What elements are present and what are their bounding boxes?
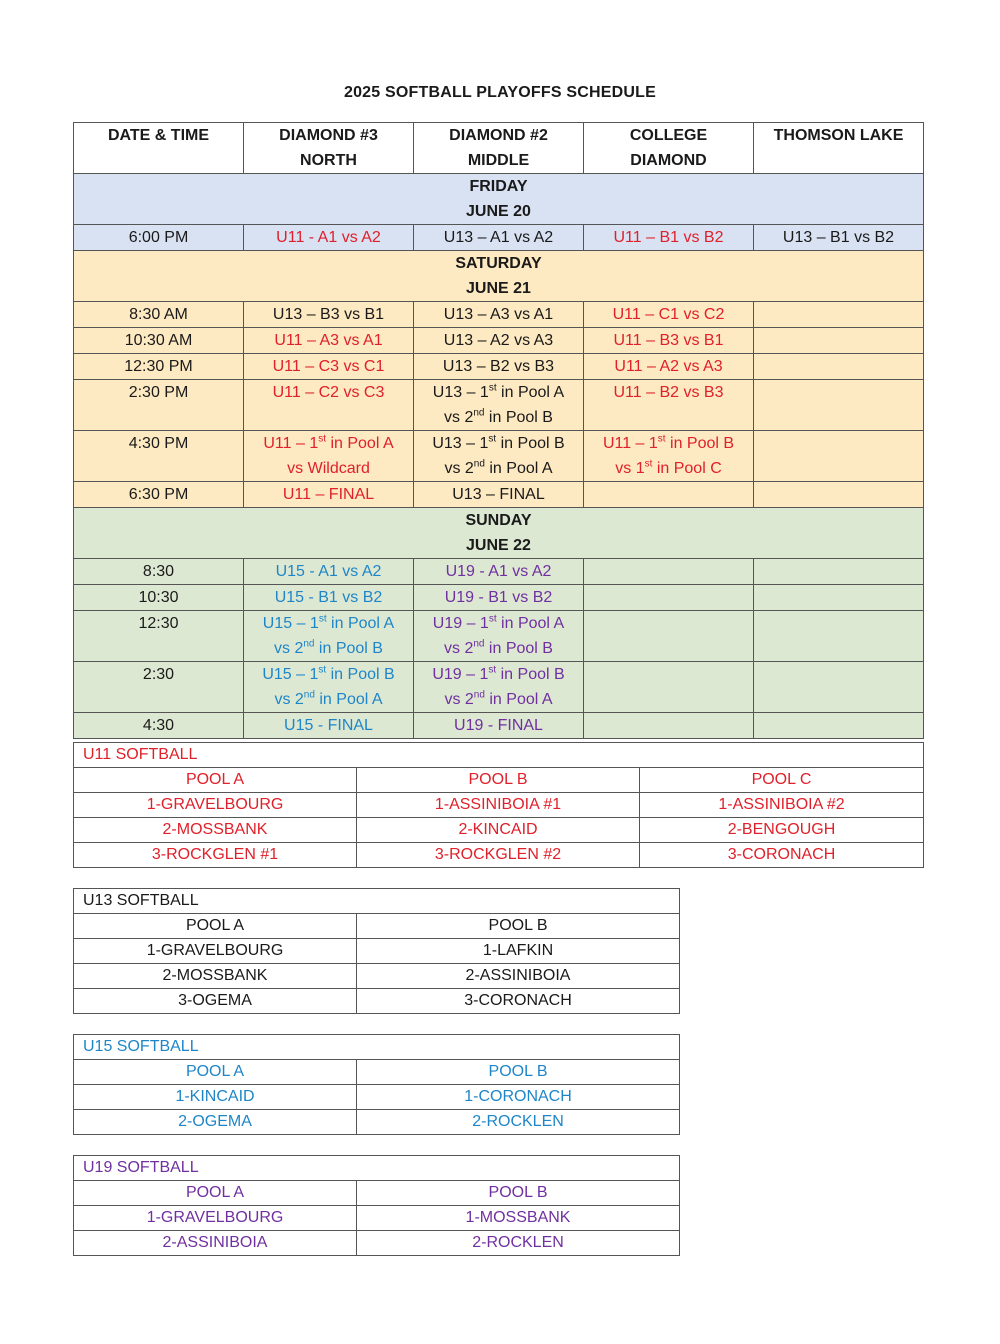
time-cell [74, 354, 244, 380]
game-cell [414, 302, 584, 328]
pool-header-row [74, 914, 680, 939]
game-cell [584, 431, 754, 482]
game-cell [414, 225, 584, 251]
game-text: U15 – 1 [262, 615, 319, 632]
game-text: U11 – FINAL [282, 486, 375, 503]
game-text: U15 - B1 vs B2 [274, 589, 383, 606]
team-cell: 1-ASSINIBOIA #1 [357, 793, 640, 818]
u13-pool-table [73, 888, 680, 1014]
schedule-row [74, 431, 924, 482]
game-text: U11 – 1 [602, 435, 658, 452]
col-header-diamond-2 [414, 123, 584, 174]
team-cell: 1-MOSSBANK [357, 1206, 680, 1231]
team-cell: 2-ROCKLEN [357, 1110, 680, 1135]
time-cell [74, 225, 244, 251]
col-header-line: DATE & TIME [107, 127, 210, 144]
game-cell [414, 611, 584, 662]
pool-header-row [74, 1181, 680, 1206]
schedule-row [74, 559, 924, 585]
time-label: 4:30 [142, 717, 175, 734]
game-line [416, 456, 581, 481]
time-cell [74, 431, 244, 482]
game-cell [584, 611, 754, 662]
team-cell: 3-OGEMA [74, 989, 357, 1014]
game-text: U19 – 1 [432, 666, 489, 683]
pool-title-row [74, 889, 680, 914]
game-cell [244, 354, 414, 380]
pool-team-row [74, 964, 680, 989]
game-cell [584, 354, 754, 380]
team-cell: 3-CORONACH [640, 843, 924, 868]
game-text: vs 2 [274, 640, 304, 657]
game-cell [584, 713, 754, 739]
pool-team-row [74, 1206, 680, 1231]
game-line [416, 380, 581, 405]
time-cell [74, 559, 244, 585]
game-text: in Pool B [484, 409, 553, 426]
day-date: JUNE 20 [466, 203, 531, 220]
game-text: U13 – B1 vs B2 [782, 229, 895, 246]
time-label: 12:30 [138, 615, 179, 632]
game-text: in Pool A [326, 435, 394, 452]
game-text: U11 – B2 vs B3 [613, 384, 724, 401]
schedule-row [74, 662, 924, 713]
ordinal-suffix: st [657, 433, 666, 445]
day-header-row [74, 508, 924, 559]
team-cell: 2-ROCKLEN [357, 1231, 680, 1256]
ordinal-suffix: nd [473, 407, 485, 419]
game-cell [244, 380, 414, 431]
team-cell: 1-GRAVELBOURG [74, 793, 357, 818]
pool-title-row [74, 1035, 680, 1060]
ordinal-suffix: nd [473, 689, 485, 701]
game-text: U19 - FINAL [454, 717, 543, 734]
day-name: SATURDAY [455, 255, 542, 272]
pool-header-row [74, 768, 924, 793]
ordinal-suffix: st [644, 458, 653, 470]
pool-header: POOL A [74, 768, 357, 793]
game-cell [754, 380, 924, 431]
col-header-thomson-lake [754, 123, 924, 174]
game-line [246, 456, 411, 481]
time-label: 2:30 PM [128, 384, 189, 401]
game-cell [414, 328, 584, 354]
pool-team-row [74, 939, 680, 964]
pool-title: U13 SOFTBALL [74, 889, 680, 914]
game-text: vs 2 [444, 460, 474, 477]
game-text: U13 – 1 [432, 435, 489, 452]
game-cell [754, 328, 924, 354]
ordinal-suffix: st [488, 433, 497, 445]
game-text: U15 – 1 [262, 666, 319, 683]
game-cell [754, 482, 924, 508]
game-cell [584, 302, 754, 328]
game-line [416, 611, 581, 636]
ordinal-suffix: nd [303, 689, 315, 701]
game-cell [244, 559, 414, 585]
time-cell [74, 611, 244, 662]
pool-header-row [74, 1060, 680, 1085]
ordinal-suffix: st [488, 664, 497, 676]
time-label: 10:30 [138, 589, 179, 606]
game-text: in Pool A [484, 460, 553, 477]
game-line [246, 431, 411, 456]
game-text: in Pool B [484, 640, 553, 657]
game-text: in Pool A [496, 615, 565, 632]
schedule-row [74, 380, 924, 431]
game-text: U13 – A2 vs A3 [443, 332, 554, 349]
col-header-line: DIAMOND #2 [449, 127, 548, 144]
col-header-line: DIAMOND [630, 152, 707, 169]
game-line [246, 662, 411, 687]
game-text: U11 - A1 vs A2 [276, 229, 381, 246]
game-text: vs 1 [615, 460, 645, 477]
schedule-row [74, 585, 924, 611]
game-line [416, 431, 581, 456]
game-text: U13 – A3 vs A1 [443, 306, 554, 323]
game-cell [754, 585, 924, 611]
day-header-row [74, 174, 924, 225]
game-text: U15 - FINAL [284, 717, 373, 734]
game-text: U11 – C2 vs C3 [272, 384, 385, 401]
pool-title-row [74, 743, 924, 768]
game-text: U19 - A1 vs A2 [445, 563, 552, 580]
game-text: in Pool B [326, 666, 395, 683]
ordinal-suffix: st [488, 382, 497, 394]
team-cell: 2-MOSSBANK [74, 964, 357, 989]
pool-team-row [74, 793, 924, 818]
col-header-line: THOMSON LAKE [773, 127, 904, 144]
time-cell [74, 585, 244, 611]
game-text: U13 – FINAL [452, 486, 545, 503]
pool-header: POOL A [74, 1181, 357, 1206]
game-cell [584, 225, 754, 251]
game-line [246, 687, 411, 712]
game-cell [414, 585, 584, 611]
col-header-diamond-3 [244, 123, 414, 174]
game-cell [584, 328, 754, 354]
schedule-row [74, 354, 924, 380]
game-cell [754, 225, 924, 251]
game-text: U11 – C3 vs C1 [272, 358, 385, 375]
game-text: in Pool C [652, 460, 722, 477]
ordinal-suffix: st [318, 613, 327, 625]
game-cell [754, 662, 924, 713]
pool-header: POOL C [640, 768, 924, 793]
team-cell: 2-OGEMA [74, 1110, 357, 1135]
game-cell [754, 302, 924, 328]
time-cell [74, 328, 244, 354]
game-cell [414, 559, 584, 585]
u15-pool-table [73, 1034, 680, 1135]
pool-team-row [74, 1085, 680, 1110]
pool-team-row [74, 989, 680, 1014]
game-cell [754, 559, 924, 585]
team-cell: 3-ROCKGLEN #1 [74, 843, 357, 868]
game-line [416, 636, 581, 661]
time-label: 4:30 PM [128, 435, 189, 452]
game-cell [584, 662, 754, 713]
game-cell [584, 559, 754, 585]
game-cell [244, 225, 414, 251]
game-text: U11 – A2 vs A3 [614, 358, 723, 375]
game-text: vs 2 [274, 691, 304, 708]
game-text: in Pool A [326, 615, 395, 632]
team-cell: 1-GRAVELBOURG [74, 939, 357, 964]
schedule-row [74, 713, 924, 739]
ordinal-suffix: nd [303, 638, 315, 650]
u19-pool-table [73, 1155, 680, 1256]
game-line [416, 405, 581, 430]
game-text: in Pool B [496, 435, 565, 452]
team-cell: 3-ROCKGLEN #2 [357, 843, 640, 868]
time-label: 12:30 PM [124, 358, 193, 375]
game-text: vs 2 [444, 691, 474, 708]
team-cell: 1-LAFKIN [357, 939, 680, 964]
game-cell [244, 302, 414, 328]
game-text: in Pool B [665, 435, 735, 452]
game-text: in Pool A [484, 691, 553, 708]
pool-header: POOL B [357, 1060, 680, 1085]
page-title: 2025 SOFTBALL PLAYOFFS SCHEDULE [343, 84, 657, 101]
game-line [416, 687, 581, 712]
game-cell [244, 585, 414, 611]
u11-pool-table [73, 742, 924, 868]
game-text: U11 – 1 [263, 435, 319, 452]
game-text: U15 - A1 vs A2 [275, 563, 382, 580]
ordinal-suffix: nd [473, 458, 485, 470]
time-label: 6:00 PM [128, 229, 189, 246]
day-header [74, 508, 924, 559]
pool-team-row [74, 1231, 680, 1256]
game-cell [414, 482, 584, 508]
time-cell [74, 380, 244, 431]
game-line [416, 662, 581, 687]
day-name: FRIDAY [469, 178, 528, 195]
day-date: JUNE 21 [466, 280, 531, 297]
game-text: in Pool B [314, 640, 383, 657]
col-header-line: NORTH [300, 152, 357, 169]
schedule-row [74, 611, 924, 662]
pool-header: POOL A [74, 1060, 357, 1085]
game-cell [754, 611, 924, 662]
day-date: JUNE 22 [466, 537, 531, 554]
game-cell [414, 354, 584, 380]
col-header-line: DIAMOND #3 [279, 127, 378, 144]
day-header-row [74, 251, 924, 302]
game-text: U13 – B3 vs B1 [272, 306, 385, 323]
game-text: vs 2 [444, 409, 474, 426]
game-cell [754, 431, 924, 482]
ordinal-suffix: st [318, 664, 327, 676]
time-cell [74, 302, 244, 328]
time-cell [74, 713, 244, 739]
schedule-row [74, 482, 924, 508]
ordinal-suffix: nd [473, 638, 485, 650]
team-cell: 1-CORONACH [357, 1085, 680, 1110]
game-text: U19 - B1 vs B2 [444, 589, 553, 606]
game-text: U11 – A3 vs A1 [274, 332, 383, 349]
pool-team-row [74, 818, 924, 843]
schedule-header-row [74, 123, 924, 174]
team-cell: 2-BENGOUGH [640, 818, 924, 843]
team-cell: 1-ASSINIBOIA #2 [640, 793, 924, 818]
game-cell [244, 431, 414, 482]
game-line [586, 456, 751, 481]
day-header [74, 174, 924, 225]
pool-team-row [74, 1110, 680, 1135]
pool-title-row [74, 1156, 680, 1181]
game-cell [414, 431, 584, 482]
schedule-row [74, 328, 924, 354]
game-cell [754, 354, 924, 380]
game-text: U19 – 1 [432, 615, 489, 632]
team-cell: 2-ASSINIBOIA [74, 1231, 357, 1256]
pool-header: POOL A [74, 914, 357, 939]
col-header-line: COLLEGE [629, 127, 708, 144]
game-text: in Pool A [314, 691, 383, 708]
game-text: U11 – B1 vs B2 [613, 229, 724, 246]
time-label: 10:30 AM [124, 332, 193, 349]
game-cell [584, 585, 754, 611]
time-label: 8:30 AM [129, 306, 188, 323]
pool-title: U15 SOFTBALL [74, 1035, 680, 1060]
game-text: in Pool B [496, 666, 565, 683]
game-cell [414, 380, 584, 431]
day-header [74, 251, 924, 302]
time-cell [74, 482, 244, 508]
game-text: U13 – B2 vs B3 [442, 358, 555, 375]
team-cell: 2-KINCAID [357, 818, 640, 843]
game-cell [414, 662, 584, 713]
game-text: U11 – B3 vs B1 [613, 332, 724, 349]
game-line [586, 431, 751, 456]
schedule-row [74, 225, 924, 251]
game-cell [244, 713, 414, 739]
game-text: in Pool A [496, 384, 565, 401]
pool-header: POOL B [357, 914, 680, 939]
time-label: 6:30 PM [128, 486, 189, 503]
game-text: vs 2 [444, 640, 474, 657]
game-line [246, 636, 411, 661]
game-text: U13 – A1 vs A2 [443, 229, 554, 246]
pool-title: U11 SOFTBALL [74, 743, 924, 768]
game-cell [584, 380, 754, 431]
ordinal-suffix: st [318, 433, 327, 445]
game-text: U11 – C1 vs C2 [612, 306, 725, 323]
schedule-table [73, 122, 924, 739]
col-header-college-diamond [584, 123, 754, 174]
team-cell: 2-MOSSBANK [74, 818, 357, 843]
game-cell [414, 713, 584, 739]
team-cell: 1-GRAVELBOURG [74, 1206, 357, 1231]
pool-header: POOL B [357, 1181, 680, 1206]
time-label: 8:30 [142, 563, 175, 580]
col-header-line: MIDDLE [467, 152, 530, 169]
team-cell: 2-ASSINIBOIA [357, 964, 680, 989]
game-cell [244, 482, 414, 508]
game-cell [754, 713, 924, 739]
game-cell [244, 611, 414, 662]
game-cell [584, 482, 754, 508]
game-cell [244, 662, 414, 713]
schedule-row [74, 302, 924, 328]
col-header-date-time [74, 123, 244, 174]
pool-header: POOL B [357, 768, 640, 793]
time-label: 2:30 [142, 666, 175, 683]
game-text: vs Wildcard [287, 460, 370, 477]
game-line [246, 611, 411, 636]
game-text: U13 – 1 [432, 384, 489, 401]
team-cell: 1-KINCAID [74, 1085, 357, 1110]
team-cell: 3-CORONACH [357, 989, 680, 1014]
pool-team-row [74, 843, 924, 868]
ordinal-suffix: st [488, 613, 497, 625]
game-cell [244, 328, 414, 354]
time-cell [74, 662, 244, 713]
day-name: SUNDAY [465, 512, 532, 529]
pool-title: U19 SOFTBALL [74, 1156, 680, 1181]
